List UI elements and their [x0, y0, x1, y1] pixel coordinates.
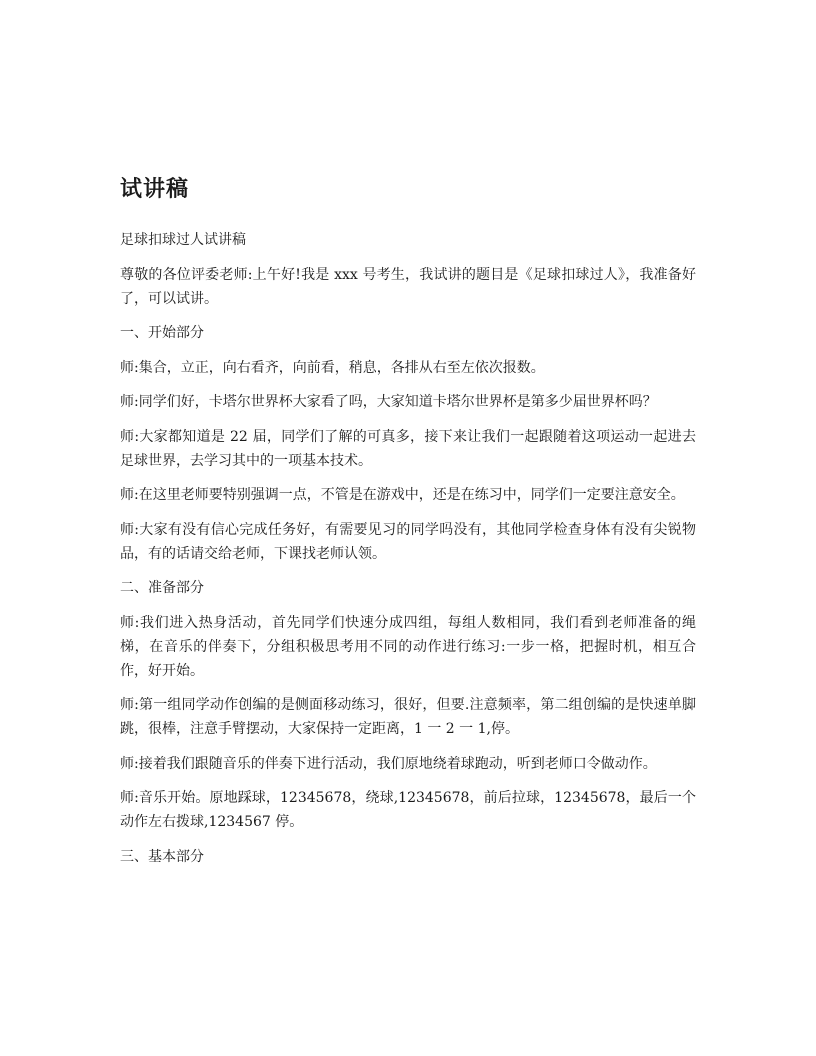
- document-title: 试讲稿: [120, 177, 190, 202]
- preparation-paragraph: 师:接着我们跟随音乐的伴奏下进行活动，我们原地绕着球跑动，听到老师口令做动作。: [120, 755, 657, 772]
- start-paragraph: 师:同学们好，卡塔尔世界杯大家看了吗，大家知道卡塔尔世界杯是第多少届世界杯吗？: [120, 394, 657, 410]
- section-heading-basic: 三、基本部分: [120, 848, 204, 865]
- preparation-paragraph: 师:第一组同学动作创编的是侧面移动练习，很好，但要.注意频率，第二组创编的是快速单脚跳，很棒，注意手臂摆动，大家保持一定距离，1 一 2 一 1,停。: [120, 697, 696, 737]
- start-paragraph: 师:大家有没有信心完成任务好，有需要见习的同学吗没有，其他同学检查身体有没有尖锐物品，有的话请交给老师，下课找老师认领。: [120, 521, 696, 562]
- document-page: [120, 172, 696, 879]
- preparation-paragraph: 师:我们进入热身活动，首先同学们快速分成四组，每组人数相同，我们看到老师准备的绳梯，在音乐的伴奏下，分组积极思考用不同的动作进行练习:一步一格，把握时机，相互合作，好开始。: [120, 614, 696, 679]
- start-paragraph: 师:在这里老师要特别强调一点，不管是在游戏中，还是在练习中，同学们一定要注意安全。: [120, 487, 685, 503]
- preparation-paragraph: 师:音乐开始。原地踩球，12345678，绕球,12345678，前后拉球，12345678，最后一个动作左右拨球,1234567 停。: [120, 790, 696, 830]
- document-subtitle: 足球扣球过人试讲稿: [120, 232, 246, 248]
- section-heading-preparation: 二、准备部分: [120, 580, 204, 596]
- section-heading-start: 一、开始部分: [120, 325, 204, 341]
- intro-paragraph: 尊敬的各位评委老师:上午好!我是 xxx 号考生，我试讲的题目是《足球扣球过人》，我准备好了，可以试讲。: [120, 266, 696, 307]
- start-paragraph: 师:大家都知道是 22 届，同学们了解的可真多，接下来让我们一起跟随着这项运动一起进去足球世界，去学习其中的一项基本技术。: [120, 428, 696, 469]
- start-paragraph: 师:集合，立正，向右看齐，向前看，稍息，各排从右至左依次报数。: [120, 359, 545, 376]
